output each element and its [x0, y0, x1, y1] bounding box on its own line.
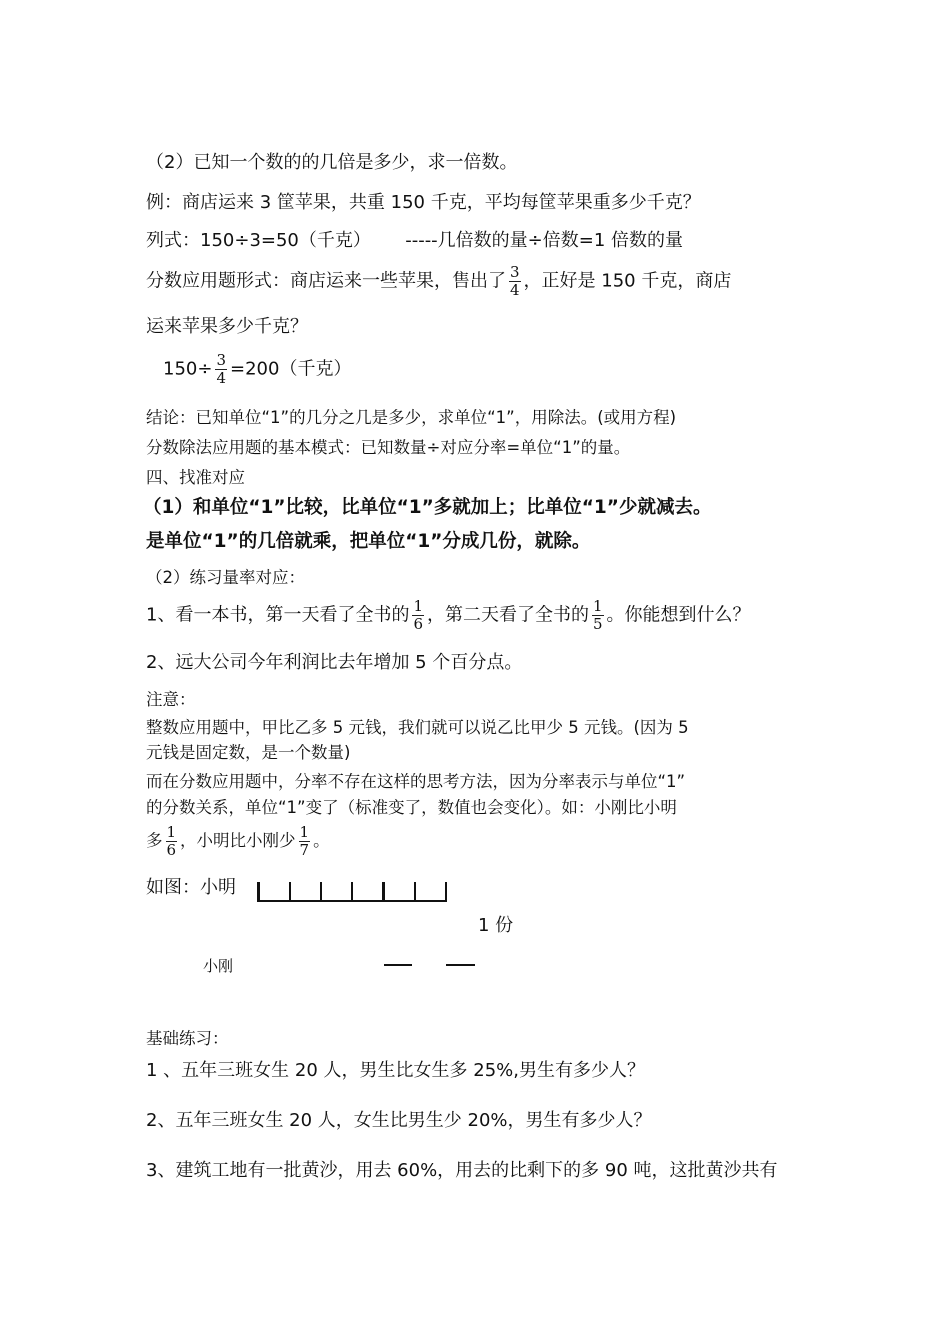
fraction-denominator: 4: [216, 369, 226, 387]
text-fragment: ，第二天看了全书的: [427, 604, 589, 626]
segment-tick: [351, 882, 353, 902]
fraction-numerator: 1: [413, 597, 423, 615]
text-line: 2、远大公司今年利润比去年增加 5 个百分点。: [146, 652, 523, 673]
text-line: （1）和单位“1”比较，比单位“1”多就加上；比单位“1”少就减去。: [143, 497, 712, 518]
segment-tick: [445, 882, 447, 902]
text-fragment: 。: [313, 831, 330, 850]
section-heading: 基础练习：: [146, 1029, 229, 1048]
fraction: [166, 824, 178, 859]
fraction-denominator: 5: [593, 615, 603, 633]
text-line: 元钱是固定数，是一个数量): [146, 743, 351, 762]
text-fragment: 1、看一本书，第一天看了全书的: [146, 604, 410, 626]
text-line: 而在分数应用题中，分率不存在这样的思考方法，因为分率表示与单位“1”: [146, 772, 686, 791]
text-line: 的分数关系，单位“1”变了（标准变了，数值也会变化）。如：小刚比小明: [146, 798, 677, 817]
text-line: 注意：: [146, 690, 196, 709]
fraction-denominator: 7: [299, 841, 310, 859]
fraction-denominator: 6: [413, 615, 423, 633]
text-fragment: 。你能想到什么？: [606, 604, 751, 626]
text-line: [146, 264, 731, 299]
section-heading: 四、找准对应: [146, 468, 245, 487]
text-line: （2）练习量率对应：: [146, 568, 305, 587]
fraction: [509, 264, 521, 299]
text-fragment: ，正好是 150 千克，商店: [523, 270, 732, 292]
segment-tick: [382, 882, 385, 902]
segment-tick: [257, 882, 260, 902]
text-line: [163, 352, 351, 387]
text-line: （2）已知一个数的的几倍是多少，求一倍数。: [146, 152, 518, 173]
fraction-denominator: 6: [166, 841, 177, 859]
exercise-item: 1 、五年三班女生 20 人，男生比女生多 25%,男生有多少人？: [146, 1060, 645, 1081]
fraction-numerator: 1: [166, 823, 177, 841]
fraction: [215, 352, 227, 387]
exercise-item: 2、五年三班女生 20 人，女生比男生少 20%，男生有多少人？: [146, 1110, 652, 1131]
text-line: 如图：小明: [146, 877, 236, 898]
fraction-numerator: 3: [510, 263, 520, 281]
segment-tick: [289, 882, 291, 902]
text-line: 整数应用题中，甲比乙多 5 元钱，我们就可以说乙比甲少 5 元钱。(因为 5: [146, 718, 689, 737]
fraction-numerator: 3: [216, 351, 226, 369]
dash-segment: [384, 964, 412, 966]
text-fragment: 分数应用题形式：商店运来一些苹果，售出了: [146, 270, 506, 292]
text-fragment: =200（千克）: [230, 358, 352, 380]
text-line: 是单位“1”的几倍就乘，把单位“1”分成几份，就除。: [146, 531, 591, 552]
fraction-numerator: 1: [593, 597, 603, 615]
text-line: [146, 824, 330, 859]
segment-tick: [414, 882, 416, 902]
text-fragment: 多: [146, 831, 163, 850]
fraction: [592, 598, 604, 633]
text-line: 分数除法应用题的基本模式：已知数量÷对应分率=单位“1”的量。: [146, 438, 631, 457]
segment-label: 1 份: [478, 915, 514, 936]
text-line: [146, 598, 751, 633]
text-line: 列式：150÷3=50（千克） -----几倍数的量÷倍数=1 倍数的量: [146, 230, 684, 251]
text-line: 小刚: [203, 957, 234, 975]
fraction: [299, 824, 311, 859]
segment-tick: [320, 882, 322, 902]
text-fragment: ，小明比小刚少: [180, 831, 296, 850]
text-fragment: 150÷: [163, 358, 213, 380]
dash-segment: [446, 964, 475, 966]
text-line: 结论：已知单位“1”的几分之几是多少，求单位“1”，用除法。(或用方程): [146, 408, 677, 427]
text-line: 运来苹果多少千克？: [146, 316, 308, 337]
text-line: 例：商店运来 3 筐苹果，共重 150 千克，平均每筐苹果重多少千克？: [146, 192, 701, 213]
exercise-item: 3、建筑工地有一批黄沙，用去 60%，用去的比剩下的多 90 吨，这批黄沙共有: [146, 1160, 778, 1181]
fraction: [412, 598, 424, 633]
fraction-denominator: 4: [510, 281, 520, 299]
fraction-numerator: 1: [299, 823, 310, 841]
